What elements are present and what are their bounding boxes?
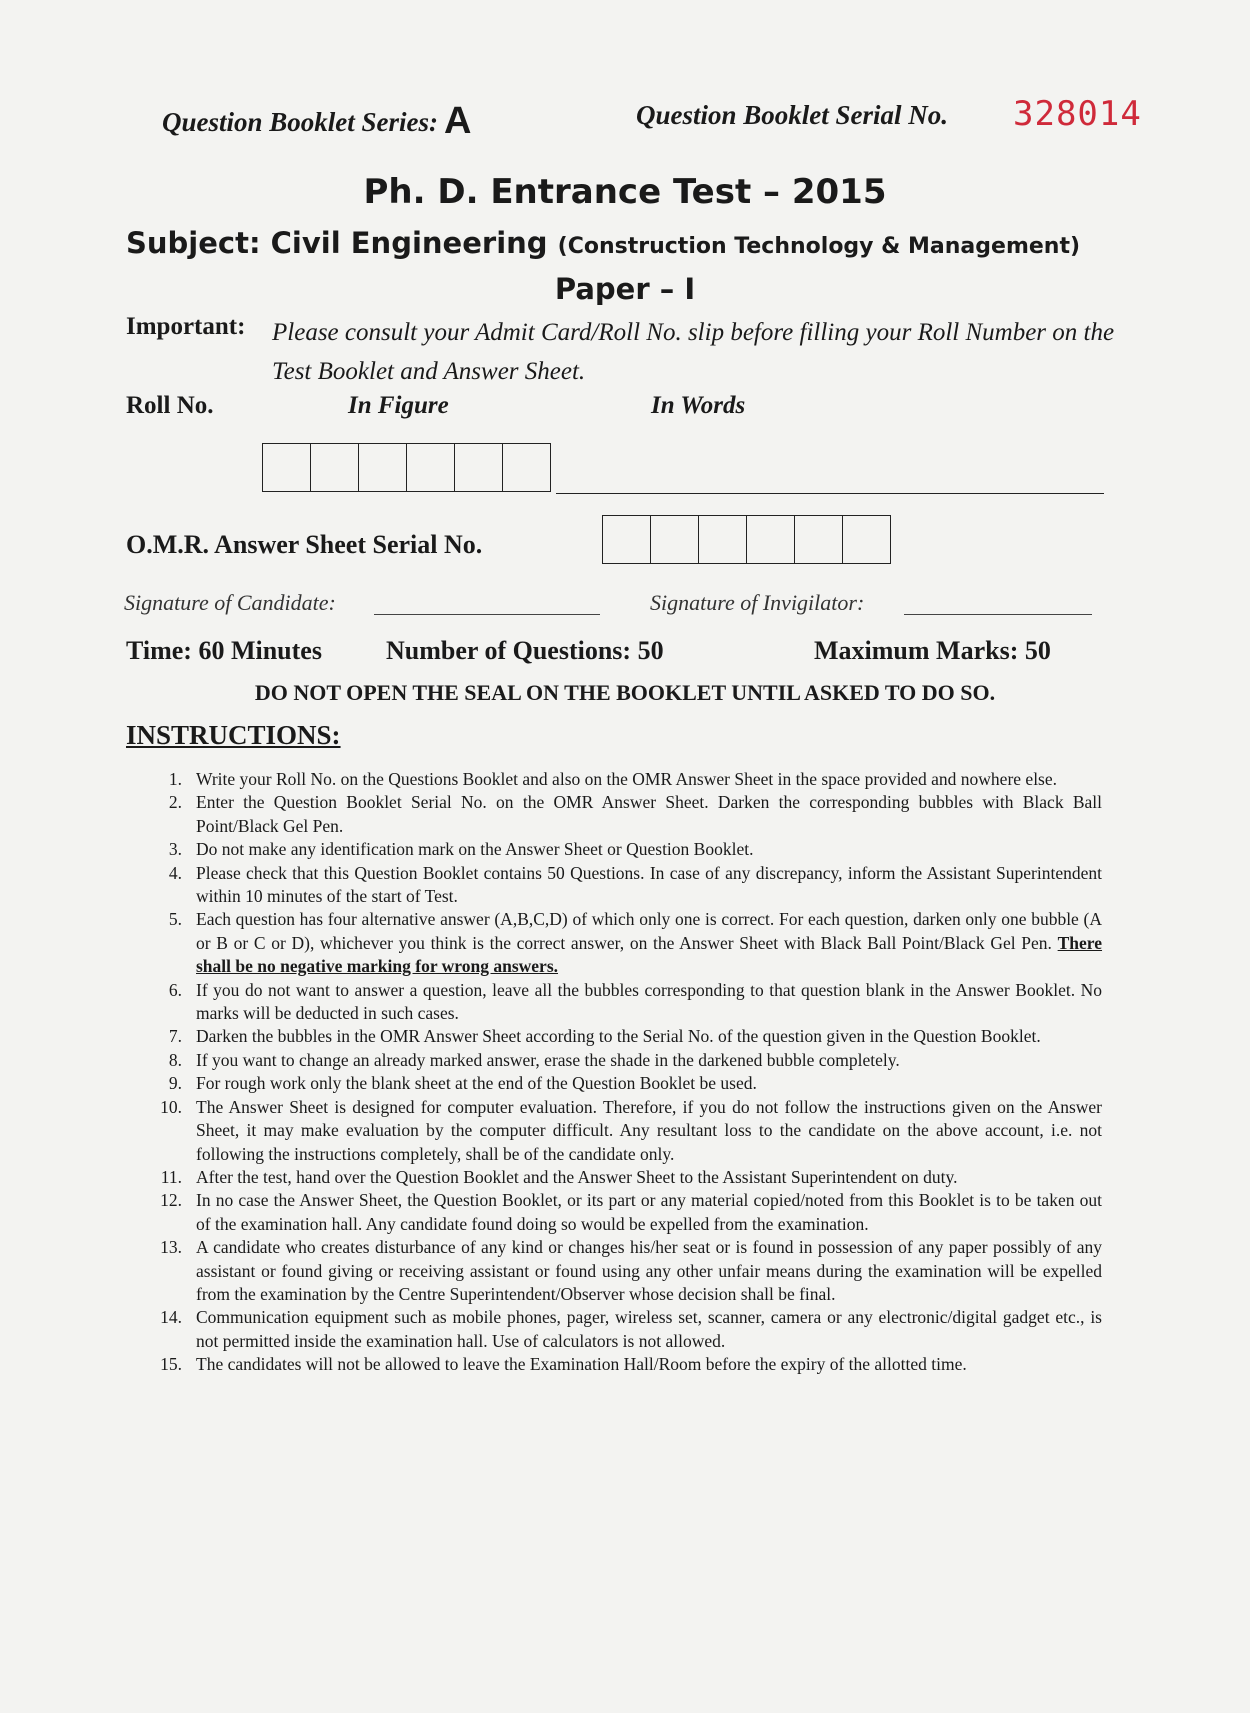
instruction-item	[150, 1353, 1102, 1376]
instruction-text: Black Ball Point/Black Gel Pen.	[820, 932, 1052, 953]
instruction-text: If you want to change an already marked answer, erase the shade in the darkened bubble completely.	[196, 1049, 900, 1070]
instruction-number: 5 .	[150, 908, 182, 931]
important-text: Please consult your Admit Card/Roll No. slip before filling your Roll Number on the Test Booklet and Answer Sheet.	[272, 319, 1115, 385]
roll-number-boxes[interactable]	[262, 443, 551, 492]
instruction-text: In no case the Answer Sheet, the Question Booklet, or its part or any material copied/noted from this Booklet is to be taken out of the examination hall. Any candidate found doing so would be expelled from the examination.	[196, 1190, 1102, 1234]
series-value: A	[444, 100, 472, 142]
instruction-number: 1 .	[150, 768, 182, 791]
instruction-text: Any resultant loss to the candidate on the above account, i.e. not following the instructions completely, shall be of the candidate only.	[196, 1120, 1103, 1164]
instruction-item	[150, 838, 1102, 861]
omr-serial-label: O.M.R. Answer Sheet Serial No.	[126, 530, 483, 559]
instruction-text: Please check that this Question Booklet contains 50 Questions. In case of any discrepancy, inform the Assistant Superintendent within 10 minutes of the start of Test.	[196, 862, 1102, 907]
instruction-text: Black Ball Point/Black Gel Pen	[196, 792, 1102, 836]
instruction-item	[150, 979, 1102, 1026]
instruction-number: 3 .	[150, 838, 182, 861]
roll-digit-box[interactable]	[407, 444, 455, 491]
instruction-item	[150, 791, 1102, 838]
roll-words-line[interactable]	[556, 493, 1104, 494]
instruction-number: 10 .	[150, 1096, 182, 1119]
invigilator-signature-line[interactable]	[904, 614, 1092, 615]
instruction-text: For rough work only the blank sheet at the end of the Question Booklet be used.	[196, 1073, 757, 1094]
instruction-item	[150, 1189, 1102, 1236]
instruction-number: 13 .	[150, 1236, 182, 1259]
instruction-number: 7 .	[150, 1025, 182, 1048]
instruction-text: If you do not want to answer a question, leave all the bubbles corresponding to that question blank in the Answer Booklet. No marks will be deducted in such cases.	[196, 979, 1102, 1024]
subject-subtitle: (Construction Technology & Management)	[557, 234, 1081, 259]
instruction-item	[150, 908, 1102, 978]
omr-serial-boxes[interactable]	[602, 515, 891, 564]
instruction-item	[150, 1049, 1102, 1072]
instruction-text: Communication equipment such as mobile phones, pager, wireless set, scanner, camera or any electronic/digital gadget etc., is not permitted inside the examination hall. Use of calculators is not allowed.	[196, 1307, 1102, 1351]
omr-digit-box[interactable]	[795, 516, 843, 563]
instruction-text: Write your Roll No. on the Questions Booklet and also on the OMR Answer Sheet in the space provided and nowhere else.	[196, 769, 1058, 789]
omr-digit-box[interactable]	[699, 516, 747, 563]
instruction-text: The Answer Sheet is designed for computer evaluation. Therefore, if you do not follow the instructions given on the Answer Sheet, it may make evaluation by the computer difficult.	[196, 1096, 1102, 1141]
subject-title: Subject: Civil Engineering (Construction Technology & Management)	[126, 226, 1081, 260]
series-label: Question Booklet Series: A	[162, 100, 472, 142]
instruction-text: After the test, hand over the Question Booklet and the Answer Sheet to the Assistant Superintendent on duty.	[196, 1166, 958, 1187]
test-title: Ph. D. Entrance Test – 2015	[363, 172, 887, 212]
seal-warning: DO NOT OPEN THE SEAL ON THE BOOKLET UNTIL ASKED TO DO SO.	[254, 680, 996, 705]
in-words-label: In Words	[651, 392, 746, 419]
instruction-item	[150, 1072, 1102, 1095]
roll-digit-box[interactable]	[455, 444, 503, 491]
questions-info: Number of Questions: 50	[386, 636, 664, 665]
instruction-text: Darken the bubbles in the OMR Answer Sheet according to the Serial No. of the question given in the Question Booklet.	[196, 1026, 1041, 1047]
roll-digit-box[interactable]	[311, 444, 359, 491]
roll-digit-box[interactable]	[503, 444, 550, 491]
invigilator-signature-label: Signature of Invigilator:	[650, 590, 865, 615]
instruction-number: 4 .	[150, 862, 182, 885]
instruction-number: 14 .	[150, 1306, 182, 1329]
instruction-item	[150, 1306, 1102, 1353]
omr-digit-box[interactable]	[603, 516, 651, 563]
omr-digit-box[interactable]	[651, 516, 699, 563]
instruction-text: Enter the Question Booklet Serial No. on the OMR Answer Sheet. Darken the corresponding bubbles with	[196, 792, 1023, 813]
roll-digit-box[interactable]	[359, 444, 407, 491]
roll-digit-box[interactable]	[263, 444, 311, 491]
marks-info: Maximum Marks: 50	[814, 636, 1051, 665]
instruction-number: 9 .	[150, 1072, 182, 1095]
instruction-number: 8 .	[150, 1049, 182, 1072]
instructions-heading: INSTRUCTIONS:	[126, 720, 341, 750]
instruction-number: 2 .	[150, 791, 182, 814]
instructions-list	[150, 768, 1102, 1377]
instruction-number: 6 .	[150, 979, 182, 1002]
instruction-text: Each question has four alternative answer (A,B,C,D) of which only one is correct. For each question, darken only one bubble (A or B or C or D), whichever you think is the correct answer, on the Answer Sheet with	[196, 909, 1102, 953]
omr-digit-box[interactable]	[843, 516, 890, 563]
instruction-item	[150, 1236, 1102, 1306]
omr-digit-box[interactable]	[747, 516, 795, 563]
instruction-item	[150, 1025, 1102, 1048]
instruction-text: There shall be no negative marking for wrong answers.	[196, 932, 1103, 977]
instruction-item	[150, 768, 1102, 791]
roll-no-label: Roll No.	[126, 392, 214, 419]
candidate-signature-line[interactable]	[374, 614, 600, 615]
important-label: Important:	[126, 313, 246, 340]
in-figure-label: In Figure	[348, 392, 449, 419]
instruction-text: A candidate who creates disturbance of any kind or changes his/her seat or is found in possession of any paper possibly of any assistant or found giving or receiving assistant or found using any other unfair means during the examination will be expelled from the examination by the Centre Superintendent/Observer whose decision shall be final.	[196, 1237, 1102, 1304]
instruction-number: 11 .	[150, 1166, 182, 1189]
instruction-item	[150, 1166, 1102, 1189]
instruction-text: Do not make any identification mark on the Answer Sheet or Question Booklet.	[196, 839, 754, 860]
serial-label: Question Booklet Serial No.	[636, 100, 949, 130]
instruction-text: The candidates will not be allowed to leave the Examination Hall/Room before the expiry of the allotted time.	[196, 1354, 967, 1375]
serial-number: 328014	[1013, 94, 1142, 134]
time-info: Time: 60 Minutes	[126, 636, 322, 665]
instruction-item	[150, 1096, 1102, 1166]
candidate-signature-label: Signature of Candidate:	[124, 590, 336, 615]
paper-title: Paper – I	[554, 272, 696, 306]
instruction-item	[150, 862, 1102, 909]
instruction-text: .	[338, 815, 344, 836]
instruction-number: 12 .	[150, 1189, 182, 1212]
instruction-number: 15 .	[150, 1353, 182, 1376]
